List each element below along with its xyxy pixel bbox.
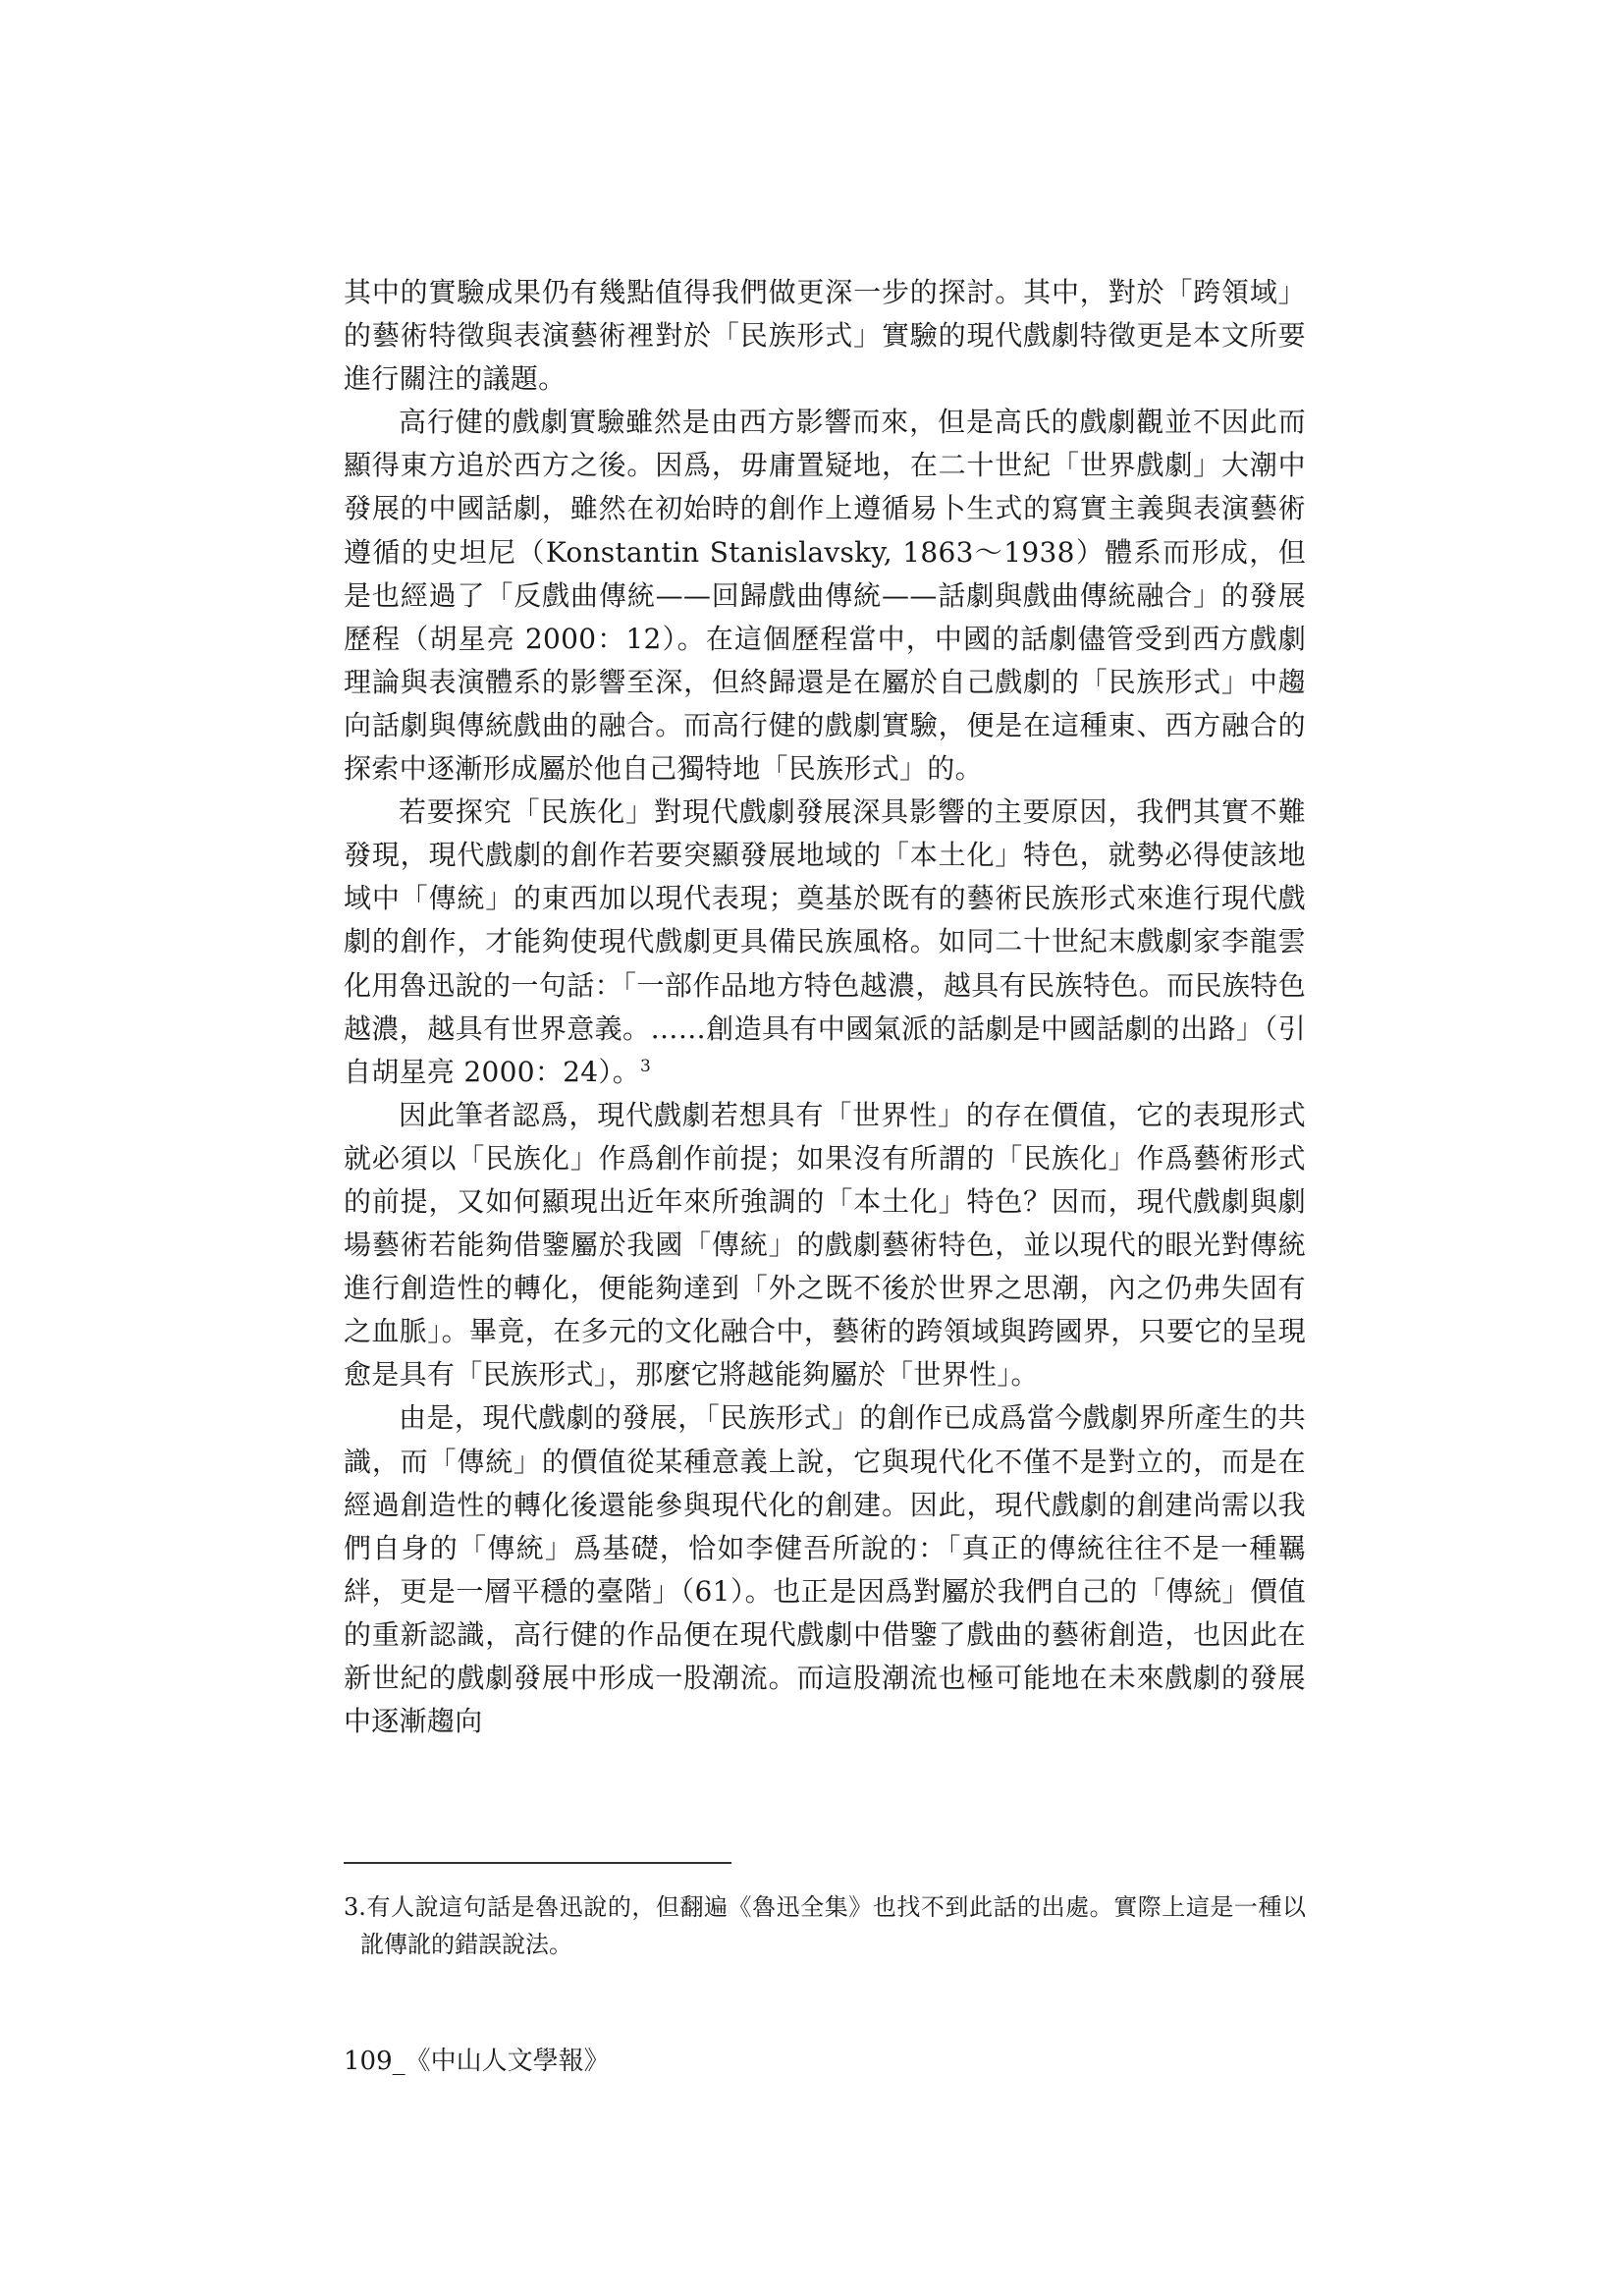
- body-text: [344, 271, 1306, 1743]
- footnote-divider: [344, 1862, 731, 1864]
- paragraph-1: 其中的實驗成果仍有幾點值得我們做更深一步的探討。其中，對於「跨領域」的藝術特徵與表演藝術裡對於「民族形式」實驗的現代戲劇特徵更是本文所要進行關注的議題。: [344, 276, 1306, 396]
- paragraph-4: 因此筆者認爲，現代戲劇若想具有「世界性」的存在價值，它的表現形式就必須以「民族化」作爲創作前提；如果沒有所謂的「民族化」作爲藝術形式的前提，又如何顯現出近年來所強調的「本土化」特色？因而，現代戲劇與劇場藝術若能夠借鑒屬於我國「傳統」的戲劇藝術特色，並以現代的眼光對傳統進行創造性的轉化，便能夠達到「外之既不後於世界之思潮，內之仍弗失固有之血脈」。畢竟，在多元的文化融合中，藝術的跨領域與跨國界，只要它的呈現愈是具有「民族形式」，那麼它將越能夠屬於「世界性」。: [344, 1098, 1306, 1392]
- footnote: 3.有人說這句話是魯迅說的，但翻遍《魯迅全集》也找不到此話的出處。實際上這是一種以訛傳訛的錯誤說法。: [344, 1893, 1306, 1958]
- paragraph-3: [344, 791, 1306, 1094]
- footnote-reference[interactable]: 3: [640, 1056, 652, 1076]
- paragraph-2: 高行健的戲劇實驗雖然是由西方影響而來，但是高氏的戲劇觀並不因此而顯得東方追於西方之後。因爲，毋庸置疑地，在二十世紀「世界戲劇」大潮中發展的中國話劇，雖然在初始時的創作上遵循易卜生式的寫實主義與表演藝術遵循的史坦尼（Konstantin Stanislavsky, 1863～1938）體系而形成，但是也經過了「反戲曲傳統——回歸戲曲傳統——話劇與戲曲傳統融合」的發展歷程（胡星亮 2000：12）。在這個歷程當中，中國的話劇儘管受到西方戲劇理論與表演體系的影響至深，但終歸還是在屬於自己戲劇的「民族形式」中趨向話劇與傳統戲曲的融合。而高行健的戲劇實驗，便是在這種東、西方融合的探索中逐漸形成屬於他自己獨特地「民族形式」的。: [344, 406, 1306, 786]
- paragraph-5: 由是，現代戲劇的發展，「民族形式」的創作已成爲當今戲劇界所產生的共識，而「傳統」的價值從某種意義上說，它與現代化不僅不是對立的，而是在經過創造性的轉化後還能參與現代化的創建。因此，現代戲劇的創建尚需以我們自身的「傳統」爲基礎，恰如李健吾所說的：「真正的傳統往往不是一種羈絆，更是一層平穩的臺階」（61）。也正是因爲對屬於我們自己的「傳統」價值的重新認識，高行健的作品便在現代戲劇中借鑒了戲曲的藝術創造，也因此在新世紀的戲劇發展中形成一股潮流。而這股潮流也極可能地在未來戲劇的發展中逐漸趨向: [344, 1401, 1306, 1738]
- page-folio: 109_《中山人文學報》: [344, 2047, 610, 2076]
- paragraph-3-text: 若要探究「民族化」對現代戲劇發展深具影響的主要原因，我們其實不難發現，現代戲劇的創作若要突顯發展地域的「本土化」特色，就勢必得使該地域中「傳統」的東西加以現代表現；奠基於既有的藝術民族形式來進行現代戲劇的創作，才能夠使現代戲劇更具備民族風格。如同二十世紀末戲劇家李龍雲化用魯迅說的一句話：「一部作品地方特色越濃，越具有民族特色。而民族特色越濃，越具有世界意義。……創造具有中國氣派的話劇是中國話劇的出路」（引自胡星亮 2000：24）。: [344, 795, 1306, 1088]
